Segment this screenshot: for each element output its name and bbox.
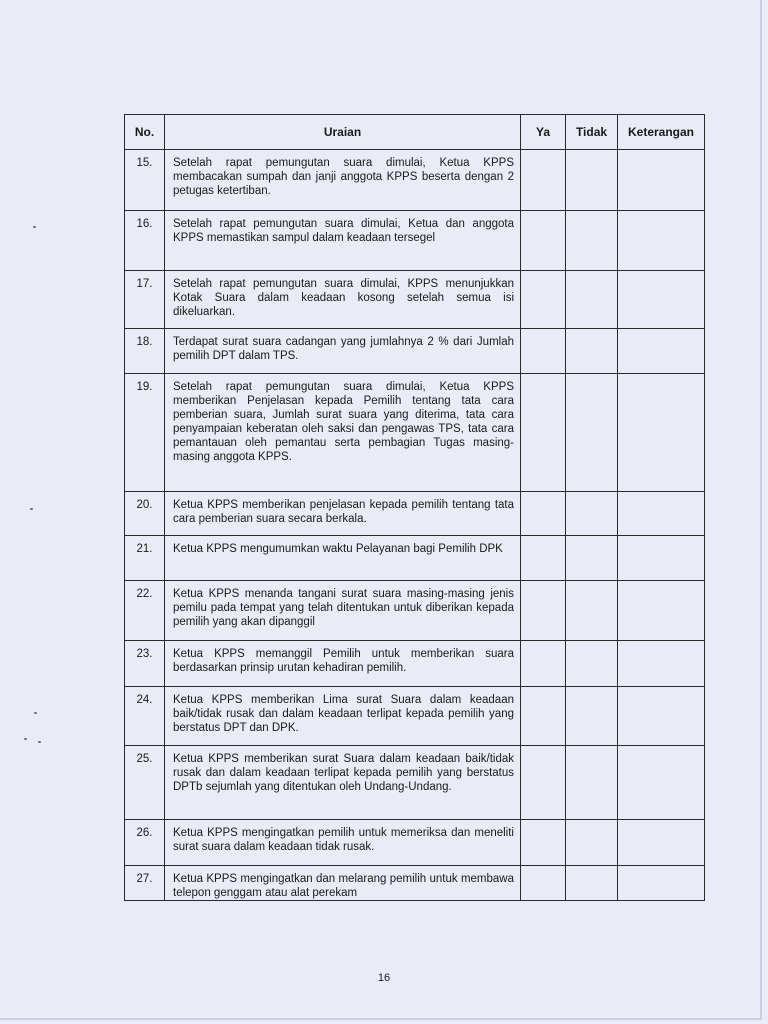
keterangan-cell[interactable] (618, 271, 705, 329)
scan-speck (33, 226, 36, 228)
keterangan-cell[interactable] (618, 687, 705, 746)
ya-cell[interactable] (521, 746, 566, 820)
row-number: 23. (125, 641, 165, 687)
row-number: 16. (125, 211, 165, 271)
keterangan-cell[interactable] (618, 581, 705, 641)
keterangan-cell[interactable] (618, 536, 705, 581)
table-row (125, 271, 705, 329)
keterangan-cell[interactable] (618, 374, 705, 492)
row-number: 18. (125, 329, 165, 374)
row-number: 15. (125, 150, 165, 211)
ya-cell[interactable] (521, 329, 566, 374)
row-number: 21. (125, 536, 165, 581)
tidak-cell[interactable] (566, 492, 618, 536)
table-row (125, 746, 705, 820)
table-row (125, 374, 705, 492)
row-number: 25. (125, 746, 165, 820)
row-description: Ketua KPPS memberikan Lima surat Suara dalam keadaan baik/tidak rusak dan dalam keadaan terlipat kepada pemilih yang berstatus DPT dan DPK. (165, 687, 521, 746)
row-number: 19. (125, 374, 165, 492)
table-row (125, 641, 705, 687)
table-row (125, 581, 705, 641)
row-description: Ketua KPPS menanda tangani surat suara masing-masing jenis pemilu pada tempat yang telah ditentukan untuk diberikan kepada pemilih yang akan dipanggil (165, 581, 521, 641)
row-description: Ketua KPPS mengingatkan dan melarang pemilih untuk membawa telepon genggam atau alat perekam (165, 866, 521, 901)
row-number: 20. (125, 492, 165, 536)
ya-cell[interactable] (521, 271, 566, 329)
ya-cell[interactable] (521, 866, 566, 901)
keterangan-cell[interactable] (618, 866, 705, 901)
tidak-cell[interactable] (566, 820, 618, 866)
scan-speck (24, 738, 27, 740)
tidak-cell[interactable] (566, 866, 618, 901)
row-number: 17. (125, 271, 165, 329)
page-number: 16 (377, 972, 391, 984)
table-header-row (125, 115, 705, 150)
tidak-cell[interactable] (566, 150, 618, 211)
row-description: Ketua KPPS mengingatkan pemilih untuk memeriksa dan meneliti surat suara dalam keadaan tidak rusak. (165, 820, 521, 866)
row-description: Setelah rapat pemungutan suara dimulai, Ketua dan anggota KPPS memastikan sampul dalam keadaan tersegel (165, 211, 521, 271)
scan-speck (38, 741, 41, 743)
scan-speck (34, 712, 37, 714)
ya-cell[interactable] (521, 581, 566, 641)
table-row (125, 492, 705, 536)
header-ya: Ya (521, 115, 566, 150)
table-row (125, 329, 705, 374)
row-number: 22. (125, 581, 165, 641)
row-description: Setelah rapat pemungutan suara dimulai, KPPS menunjukkan Kotak Suara dalam keadaan kosong setelah semua isi dikeluarkan. (165, 271, 521, 329)
keterangan-cell[interactable] (618, 641, 705, 687)
tidak-cell[interactable] (566, 581, 618, 641)
tidak-cell[interactable] (566, 271, 618, 329)
scan-speck (30, 508, 33, 510)
tidak-cell[interactable] (566, 641, 618, 687)
table-row (125, 866, 705, 901)
ya-cell[interactable] (521, 492, 566, 536)
row-number: 26. (125, 820, 165, 866)
keterangan-cell[interactable] (618, 150, 705, 211)
table-row (125, 211, 705, 271)
row-number: 27. (125, 866, 165, 901)
ya-cell[interactable] (521, 211, 566, 271)
keterangan-cell[interactable] (618, 329, 705, 374)
ya-cell[interactable] (521, 687, 566, 746)
ya-cell[interactable] (521, 820, 566, 866)
keterangan-cell[interactable] (618, 492, 705, 536)
table-row (125, 820, 705, 866)
tidak-cell[interactable] (566, 374, 618, 492)
keterangan-cell[interactable] (618, 211, 705, 271)
keterangan-cell[interactable] (618, 820, 705, 866)
row-description: Ketua KPPS memberikan penjelasan kepada pemilih tentang tata cara pemberian suara secara berkala. (165, 492, 521, 536)
header-tidak: Tidak (566, 115, 618, 150)
table-row (125, 687, 705, 746)
row-number: 24. (125, 687, 165, 746)
tidak-cell[interactable] (566, 687, 618, 746)
row-description: Ketua KPPS memberikan surat Suara dalam keadaan baik/tidak rusak dan dalam keadaan terlipat kepada pemilih yang berstatus DPTb sejumlah yang ditentukan oleh Undang-Undang. (165, 746, 521, 820)
tidak-cell[interactable] (566, 536, 618, 581)
row-description: Ketua KPPS mengumumkan waktu Pelayanan bagi Pemilih DPK (165, 536, 521, 581)
checklist-table (124, 114, 705, 901)
table-row (125, 536, 705, 581)
keterangan-cell[interactable] (618, 746, 705, 820)
header-no: No. (125, 115, 165, 150)
row-description: Setelah rapat pemungutan suara dimulai, Ketua KPPS memberikan Penjelasan kepada Pemilih tentang tata cara pemberian suara, Jumlah surat suara yang diterima, tata cara penyampaian keberatan oleh saksi dan pengawas TPS, tata cara pemantauan oleh pemantau serta pembagian Tugas masing-masing anggota KPPS. (165, 374, 521, 492)
ya-cell[interactable] (521, 374, 566, 492)
tidak-cell[interactable] (566, 211, 618, 271)
row-description: Setelah rapat pemungutan suara dimulai, Ketua KPPS membacakan sumpah dan janji anggota KPPS beserta dengan 2 petugas ketertiban. (165, 150, 521, 211)
tidak-cell[interactable] (566, 746, 618, 820)
ya-cell[interactable] (521, 641, 566, 687)
ya-cell[interactable] (521, 536, 566, 581)
header-keterangan: Keterangan (618, 115, 705, 150)
ya-cell[interactable] (521, 150, 566, 211)
tidak-cell[interactable] (566, 329, 618, 374)
row-description: Terdapat surat suara cadangan yang jumlahnya 2 % dari Jumlah pemilih DPT dalam TPS. (165, 329, 521, 374)
row-description: Ketua KPPS memanggil Pemilih untuk memberikan suara berdasarkan prinsip urutan kehadiran pemilih. (165, 641, 521, 687)
table-row (125, 150, 705, 211)
header-uraian: Uraian (165, 115, 521, 150)
